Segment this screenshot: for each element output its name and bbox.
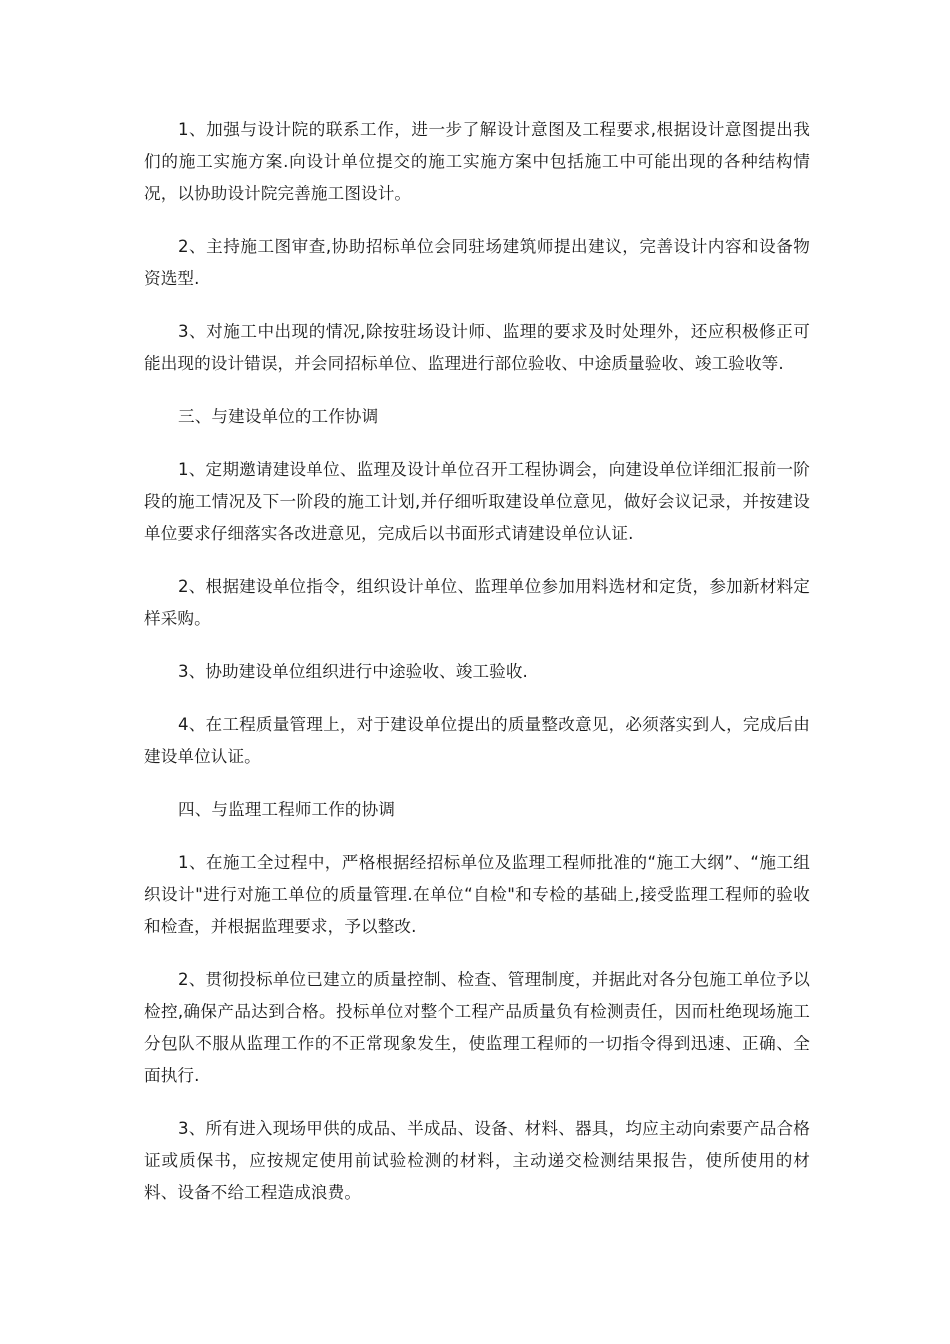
- section-heading-supervisor-coordination: 四、与监理工程师工作的协调: [178, 800, 396, 819]
- paragraph-acceptance-assistance: 3、协助建设单位组织进行中途验收、竣工验收.: [178, 662, 528, 681]
- paragraph-drawing-review: 2、主持施工图审查,协助招标单位会同驻场建筑师提出建议，完善设计内容和设备物资选型.: [144, 237, 810, 288]
- document-body: [144, 114, 810, 1230]
- paragraph-design-liaison: 1、加强与设计院的联系工作，进一步了解设计意图及工程要求,根据设计意图提出我们的施工实施方案.向设计单位提交的施工实施方案中包括施工中可能出现的各种结构情况，以协助设计院完善施工图设计。: [144, 120, 810, 203]
- paragraph-quality-rectification: 4、在工程质量管理上，对于建设单位提出的质量整改意见，必须落实到人，完成后由建设单位认证。: [144, 715, 810, 766]
- paragraph-material-selection: 2、根据建设单位指令，组织设计单位、监理单位参加用料选材和定货，参加新材料定样采购。: [144, 577, 810, 628]
- paragraph-material-certification: 3、所有进入现场甲供的成品、半成品、设备、材料、器具，均应主动向索要产品合格证或质保书，应按规定使用前试验检测的材料，主动递交检测结果报告，使所使用的材料、设备不给工程造成浪费。: [144, 1119, 810, 1202]
- paragraph-quality-control-system: 2、贯彻投标单位已建立的质量控制、检查、管理制度，并据此对各分包施工单位予以检控,确保产品达到合格。投标单位对整个工程产品质量负有检测责任，因而杜绝现场施工分包队不服从监理工作的不正常现象发生，使监理工程师的一切指令得到迅速、正确、全面执行.: [144, 970, 810, 1085]
- paragraph-coordination-meetings: 1、定期邀请建设单位、监理及设计单位召开工程协调会，向建设单位详细汇报前一阶段的施工情况及下一阶段的施工计划,并仔细听取建设单位意见，做好会议记录，并按建设单位要求仔细落实各改进意见，完成后以书面形式请建设单位认证.: [144, 460, 810, 543]
- paragraph-quality-management: 1、在施工全过程中，严格根据经招标单位及监理工程师批准的“施工大纲”、“施工组织设计"进行对施工单位的质量管理.在单位“自检"和专检的基础上,接受监理工程师的验收和检查，并根据监理要求，予以整改.: [144, 853, 810, 936]
- paragraph-design-corrections: 3、对施工中出现的情况,除按驻场设计师、监理的要求及时处理外，还应积极修正可能出现的设计错误，并会同招标单位、监理进行部位验收、中途质量验收、竣工验收等.: [144, 322, 810, 373]
- section-heading-owner-coordination: 三、与建设单位的工作协调: [178, 407, 379, 426]
